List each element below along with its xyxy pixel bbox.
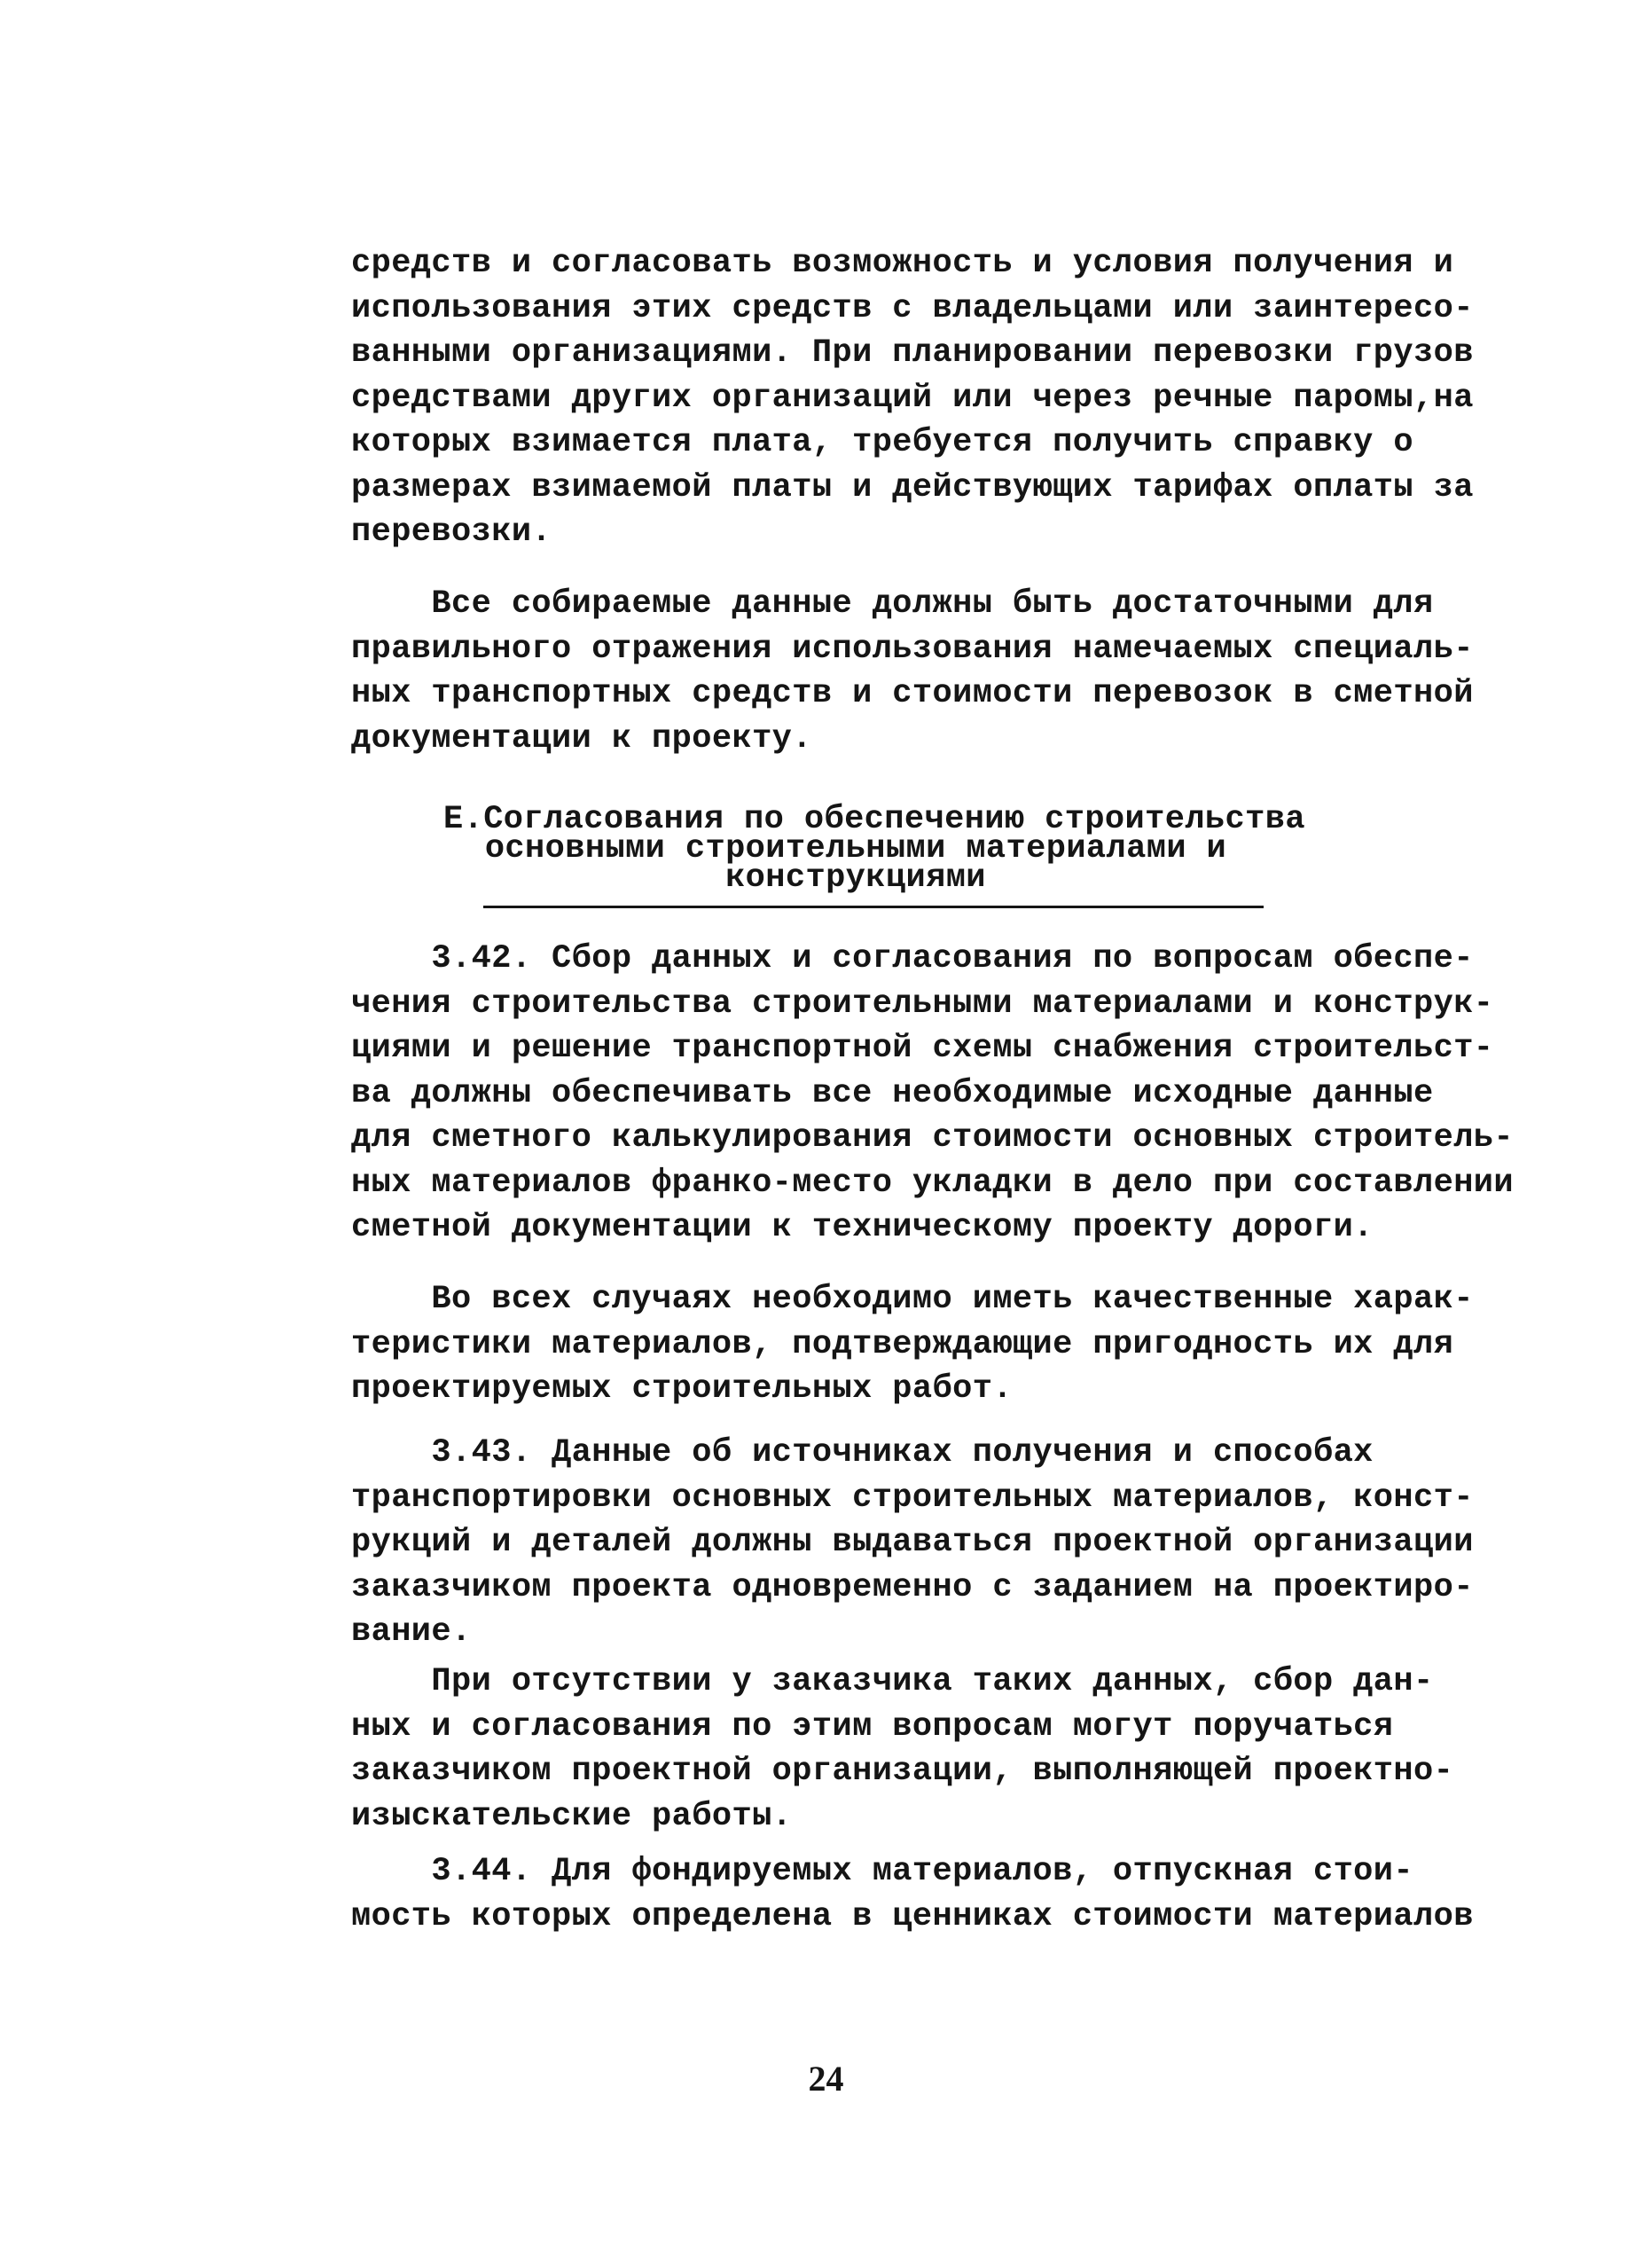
paragraph-3-44 [351, 1849, 1474, 1939]
text-line: вание. [351, 1613, 472, 1651]
text-line: При отсутствии у заказчика таких данных, сбор дан- [351, 1663, 1434, 1700]
text-line: для сметного калькулирования стоимости основных строитель- [351, 1119, 1515, 1157]
text-line: 3.44. Для фондируемых материалов, отпускная стои- [351, 1853, 1413, 1890]
text-line: мость которых определена в ценниках стоимости материалов [351, 1897, 1474, 1935]
text-line: 3.43. Данные об источниках получения и способах [351, 1434, 1374, 1471]
text-line: Во всех случаях необходимо иметь качественные харак- [351, 1281, 1474, 1318]
paragraph-material-quality [351, 1277, 1474, 1412]
text-line: ных материалов франко-место укладки в дело при составлении [351, 1164, 1515, 1202]
heading-line: конструкциями [725, 859, 986, 897]
text-line: которых взимается плата, требуется получить справку о [351, 424, 1413, 461]
text-line: размерах взимаемой платы и действующих тарифах оплаты за [351, 468, 1474, 506]
paragraph-customer-absence [351, 1660, 1460, 1839]
heading-underline [483, 906, 1264, 908]
text-line: рукций и деталей должны выдаваться проектной организации [351, 1524, 1474, 1561]
page-number: 24 [808, 2059, 844, 2099]
text-line: заказчиком проекта одновременно с заданием на проектиро- [351, 1568, 1474, 1606]
paragraph-3-42 [351, 937, 1515, 1251]
section-heading [443, 801, 1305, 897]
text-line: сметной документации к техническому проекту дороги. [351, 1209, 1374, 1246]
paragraph-collected-data [351, 582, 1474, 761]
text-line: циями и решение транспортной схемы снабжения строительст- [351, 1030, 1494, 1067]
heading-line: Е.Согласования по обеспечению строительства [443, 801, 1305, 838]
paragraph-transport-means [351, 241, 1474, 555]
text-line: 3.42. Сбор данных и согласования по вопросам обеспе- [351, 940, 1474, 977]
text-line: ных и согласования по этим вопросам могут поручаться [351, 1707, 1394, 1746]
text-line: изыскательские работы. [351, 1797, 793, 1835]
text-line: ва должны обеспечивать все необходимые исходные данные [351, 1074, 1434, 1112]
text-line: ных транспортных средств и стоимости перевозок в сметной [351, 675, 1474, 712]
text-line: Все собираемые данные должны быть достаточными для [351, 585, 1434, 623]
text-line: перевозки. [351, 514, 552, 551]
text-line: средствами других организаций или через речные паромы,на [351, 379, 1474, 417]
text-line: ванными организациями. При планировании перевозки грузов [351, 334, 1474, 372]
text-line: правильного отражения использования намечаемых специаль- [351, 630, 1474, 668]
text-line: транспортировки основных строительных материалов, конст- [351, 1479, 1474, 1517]
text-line: средств и согласовать возможность и условия получения и [351, 245, 1454, 282]
text-line: заказчиком проектной организации, выполняющей проектно- [351, 1753, 1454, 1790]
text-line: документации к проекту. [351, 719, 812, 757]
paragraph-3-43 [351, 1431, 1474, 1655]
text-line: использования этих средств с владельцами или заинтересо- [351, 289, 1474, 327]
text-line: теристики материалов, подтверждающие пригодность их для [351, 1325, 1454, 1363]
heading-line: основными строительными материалами и [484, 830, 1227, 867]
text-line: проектируемых строительных работ. [351, 1370, 1013, 1408]
text-line: чения строительства строительными материалами и конструк- [351, 985, 1494, 1023]
